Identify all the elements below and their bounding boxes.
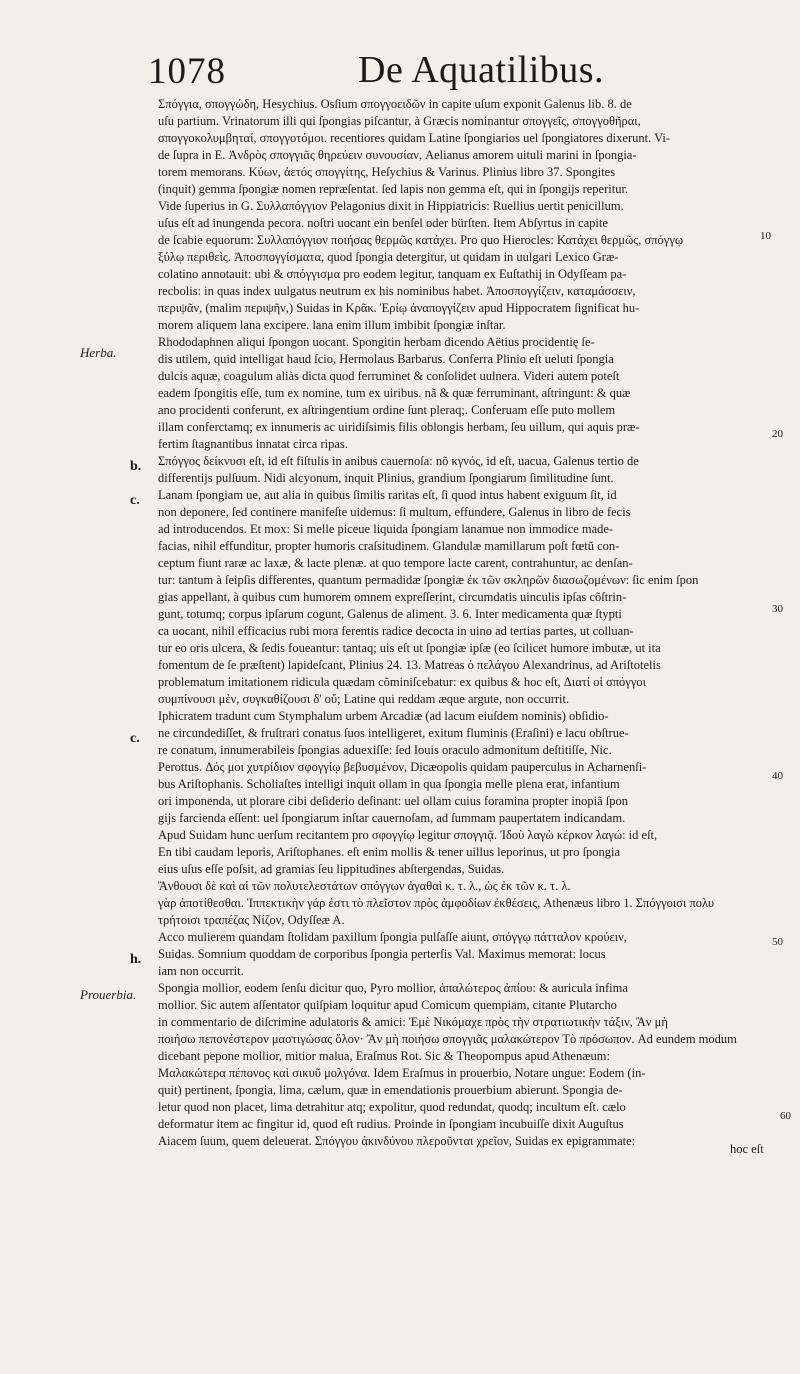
text-line: differentijs pulſuum. Nidi alcyonum, inquit Plinius, grandium ſpongiarum ſimilitudine ſunt. xyxy=(158,471,614,485)
text-line: Ἄνθουσι δὲ καὶ αἱ τῶν πολυτελεστάτων σπόγγων ἀγαθαὶ κ. τ. λ., ὡς ἐκ τῶν κ. τ. λ. xyxy=(158,879,571,893)
text-line: uſu partium. Vrinatorum illi qui ſpongias piſcantur, à Græcis nominantur σπογγεῖς, σπογγοθῆραι, xyxy=(158,114,641,128)
text-line: τρήτοισι τραπέζας Νίζον, Odyſſeæ A. xyxy=(158,913,345,927)
page-number: 1078 xyxy=(148,51,226,92)
catchword: hoc eſt xyxy=(730,1142,764,1156)
margin-note-prouerbia: Prouerbia. xyxy=(80,987,137,1002)
text-line: Spongia mollior, eodem ſenſu dicitur quo, Pyro mollior, ἁπαλώτερος ἀπίου: & auricula infima xyxy=(158,981,628,995)
text-line: Apud Suidam hunc uerſum recitantem pro σφογγίῳ legitur σπογγιᾷ. Ἰδοὺ λαγὼ κέρκον λαγώ: id eſt, xyxy=(158,828,658,842)
text-line: (inquit) gemma ſpongiæ nomen repræſentat. ſed lapis non gemma eſt, qui in ſpongijs reperitur. xyxy=(158,182,629,196)
text-line: fomentum de ſe præſtent) lapideſcant, Plinius 24. 13. Matreas ὁ πελάγου Alexandrinus, ad Ariſtotelis xyxy=(158,658,661,672)
text-line: quit) pertinent, ſpongia, lima, cælum, quæ in emendationis prouerbium abierunt. Spongia de- xyxy=(158,1083,623,1097)
text-line: eius uſus eſſe poſsit, ad gramias ſeu lippitudines abſtergendas, Suidas. xyxy=(158,862,505,876)
text-line: ori imponenda, ut plorare cibi deſiderio deſinant: uel ollam cuius foramina propter inopiã ſpon xyxy=(158,794,629,808)
text-line: problematum imitationem ridicula quædam cõminiſcebatur: ex quibus & hoc eſt, Διατί οἱ σπόγγοι xyxy=(158,675,646,689)
text-line: συμπίνουσι μὲν, συγκαθίζουσι δ' οὔ; Latine qui reddam æque argute, non occurrit. xyxy=(158,692,570,706)
text-line: deformatur item ac fingitur id, quod eſt rudius. Proinde in ſpongiam incubuiſſe dixit Auguſtus xyxy=(158,1117,624,1131)
text-line: de ſupra in E. Ἀνδρὸς σπογγιᾶς θηρεύειν συνουσίαν, Aelianus amorem uituli marini in ſpongia- xyxy=(158,148,637,162)
text-line: Σπόγγια, σπογγώδη, Hesychius. Osſium σπογγοειδῶν in capite uſum exponit Galenus lib. 8. de xyxy=(158,97,632,111)
text-line: non deponere, ſed continere manifeſte uidemus: ſi multum, effundere, Galenus in libro de fecis xyxy=(158,505,631,519)
line-number: 20 xyxy=(772,428,783,440)
text-line: ano procidenti conferunt, ex aſtringentium ordine ſunt pleraq;. Conferuam eſſe puto mollem xyxy=(158,403,616,417)
text-line: gijs farcienda eſſent: uel ſpongiarum inſtar cauernoſam, ad ſummam paupertatem indicandam. xyxy=(158,811,626,825)
section-letter: c. xyxy=(130,493,140,508)
text-line: morem aliquem lana excipere. lana enim illum imbibit ſpongiæ inſtar. xyxy=(158,318,506,332)
text-line: ξύλῳ περιθεὶς. Ἀποσπογγίσματα, quod ſpongia detergitur, ut quidam in uulgari Lexico Græ- xyxy=(158,250,619,264)
text-line: περιψᾶν, (malim περιψῆν,) Suidas in Κρᾶκ. Ἐρίῳ ἀναπογγίζειν apud Hippocratem ſignificat hu- xyxy=(158,301,640,315)
text-line: uſus eſt ad inungenda pecora. noſtri uocant ein benſel oder bürſten. Item Abſyrtus in capite xyxy=(158,216,608,230)
text-line: tur eo oris ulcera, & ſedis foueantur: tantaq; uis eſt ut ſpongiæ ipſæ (eo ſcilicet humore imbutæ, ut ita xyxy=(158,641,661,655)
text-line: re conatum, innumerabileis ſpongias aduexiſſe: ſed Iouis oraculo admonitum deſtitiſſe, Nic. xyxy=(158,743,612,757)
text-line: illam conferctamq; ex innumeris ac uiridiſsimis filis oblongis herbam, ſeu uillum, qui aquis præ- xyxy=(158,420,640,434)
text-line: Acco mulierem quandam ſtolidam paxillum ſpongia pulſaſſe aiunt, σπόγγῳ πάτταλον κρούειν, xyxy=(158,930,627,944)
text-line: ceptum fiunt raræ ac laxæ, & lacte plenæ. at quo tempore lacte carent, contrahuntur, ac denſan- xyxy=(158,556,633,570)
text-line: Suidas. Somnium quoddam de corporibus ſpongia perterſis Val. Maximus memorat: locus xyxy=(158,947,606,961)
text-line: ne circundediſſet, & fruſtrari conatus ſuos intelligeret, exitum fluminis (Eraſini) e lacu obſtrue- xyxy=(158,726,629,740)
line-number: 60 xyxy=(780,1110,791,1122)
text-line: Σπόγγος δείκνυσι eſt, id eſt fiſtulis in anibus cauernoſa: nõ κγνός, id eſt, uacua, Galenus tertio de xyxy=(158,454,639,468)
page-header xyxy=(148,48,720,96)
text-line: iam non occurrit. xyxy=(158,964,244,978)
text-line: Iphicratem tradunt cum Stymphalum urbem Arcadiæ (ad lacum eiuſdem nominis) obſidio- xyxy=(158,709,609,723)
section-letter: c. xyxy=(130,731,140,746)
text-line: de ſcabie equorum: Συλλαπόγγιον ποιήσας θερμῶς κατάχει. Pro quo Hierocles: Κατάχει θερμῶς, σπόγγῳ xyxy=(158,233,684,247)
text-line: facias, nihil effunditur, propter humoris craſsitudinem. Glandulæ mamillarum poſt fœtũ con- xyxy=(158,539,620,553)
text-line: ποιήσω πεπονέστερον μαστιγώσας ὅλον· Ἂν μὴ ποιήσω σπογγιᾶς μαλακώτερον Τὸ πρόσωπον. Ad eundem modum xyxy=(158,1032,737,1046)
text-line: gias appellant, à quibus cum humorem omnem expreſſerint, circumdatis uinculis ipſas cõſtrin- xyxy=(158,590,627,604)
text-line: gunt, totumq; corpus ipſarum cogunt, Galenus de aliment. 3. 6. Inter medicamenta quæ ſtypti xyxy=(158,607,622,621)
text-line: Vide ſuperius in G. Συλλαπόγγιον Pelagonius dixit in Hippiatricis: Ruellius uertit penicillum. xyxy=(158,199,624,213)
text-line: En tibi caudam leporis, Ariſtophanes. eſt enim mollis & tener uillus leporinus, ut pro ſpongia xyxy=(158,845,621,859)
text-line: in commentario de diſcrimine adulatoris & amici: Ἐμὲ Νικόμαχε πρὸς τὴν στρατιωτικὴν τάξιν, Ἂν μὴ xyxy=(158,1015,668,1029)
text-line: Perottus. Δός μοι χυτρίδιον σφογγίῳ βεβυσμένον, Dicæopolis quidam pauperculus in Acharnenſi- xyxy=(158,760,647,774)
text-line: fertim ſtagnantibus innatat circa ripas. xyxy=(158,437,348,451)
margin-note-herba: Herba. xyxy=(80,345,117,360)
line-number: 50 xyxy=(772,936,783,948)
text-line: dicebant pepone mollior, mitior malua, Eraſmus Rot. Sic & Theopompus apud Athenæum: xyxy=(158,1049,610,1063)
text-line: Μαλακώτερα πέπονος καὶ σικυῦ μολγόνα. Idem Eraſmus in prouerbio, Notare ungue: Eodem (in- xyxy=(158,1066,646,1080)
text-line: tur: tantum à ſeipſis differentes, quantum permadidæ ſpongiæ ἐκ τῶν σκληρῶν διασωζομένων: ſic enim ſpon xyxy=(158,573,699,587)
text-line: σπογγοκολυμβηταί, σπογγοτόμοι. recentiores quidam Latine ſpongiarios uel ſpongiatores dixerunt. Vi- xyxy=(158,131,671,145)
text-line: dis utilem, quid intelligat haud ſcio, Hermolaus Barbarus. Conferra Plinio eſt ueluti ſpongia xyxy=(158,352,614,366)
section-letter: h. xyxy=(130,952,142,967)
running-title: De Aquatilibus. xyxy=(358,49,605,91)
text-line: letur quod non placet, lima detrahitur atq; expolitur, quod redundat, quodq; incultum eſt. cælo xyxy=(158,1100,626,1114)
text-line: Aiacem ſuum, quem deleuerat. Σπόγγου ἀκινδύνου πλεροῦνται χρεῖον, Suidas ex epigrammate: xyxy=(158,1134,636,1148)
text-line: ca uocant, nihil efficacius rubi mora ferentis radice decocta in uino ad tertias partes, ut colluan- xyxy=(158,624,634,638)
text-line: dulcis aquæ, coagulum aliàs dicta quod ferruminet & conſolidet uulnera. Videri autem poteſt xyxy=(158,369,620,383)
text-line: γὰρ ἀποτίθεσθαι. Ἱππεκτικὴν γάρ ἐστι τὸ πλεῖστον πρὸς ἀμφοδίων ἐκθέσεις, Athenæus libro 1. Σπόγγοισι πολυ xyxy=(158,896,715,910)
text-line: mollior. Sic autem aſſentator quiſpiam loquitur apud Comicum quempiam, citante Plutarcho xyxy=(158,998,617,1012)
text-line: bus Ariſtophanis. Scholiaſtes intelligi inquit ollam in qua ſpongia melle plena erat, infantium xyxy=(158,777,620,791)
line-number: 10 xyxy=(760,230,771,242)
text-line: torem memorans. Κύων, ἀετός σπογγίτης, Heſychius & Varinus. Plinius libro 37. Spongites xyxy=(158,165,616,179)
body-text xyxy=(158,96,768,1150)
text-line: Lanam ſpongiam ue, aut alia in quibus ſimilis raritas eſt, ſi quod intus habent exiguum ſit, id xyxy=(158,488,617,502)
text-line: ad introducendos. Et mox: Si melle piceue liquida ſpongiam lanamue non immodice made- xyxy=(158,522,614,536)
line-number: 30 xyxy=(772,603,783,615)
text-line: colatino annotauit: ubi & σπόγγισμα pro eodem legitur, tanquam ex Euſtathij in Odyſſeam pa- xyxy=(158,267,627,281)
text-line: Rhododaphnen aliqui ſpongon uocant. Spongitin herbam dicendo Aëtius procidentię ſe- xyxy=(158,335,595,349)
text-line: recbolis: in quas index uulgatus neutrum ex his nominibus habet. Ἀποσπογγίζειν, καταμάσσειν, xyxy=(158,284,636,298)
section-letter: b. xyxy=(130,459,142,474)
line-number: 40 xyxy=(772,770,783,782)
text-line: eadem ſpongitis eſſe, tum ex nomine, tum ex uiribus. nã & quæ ferruminant, aſtringunt: & quæ xyxy=(158,386,631,400)
